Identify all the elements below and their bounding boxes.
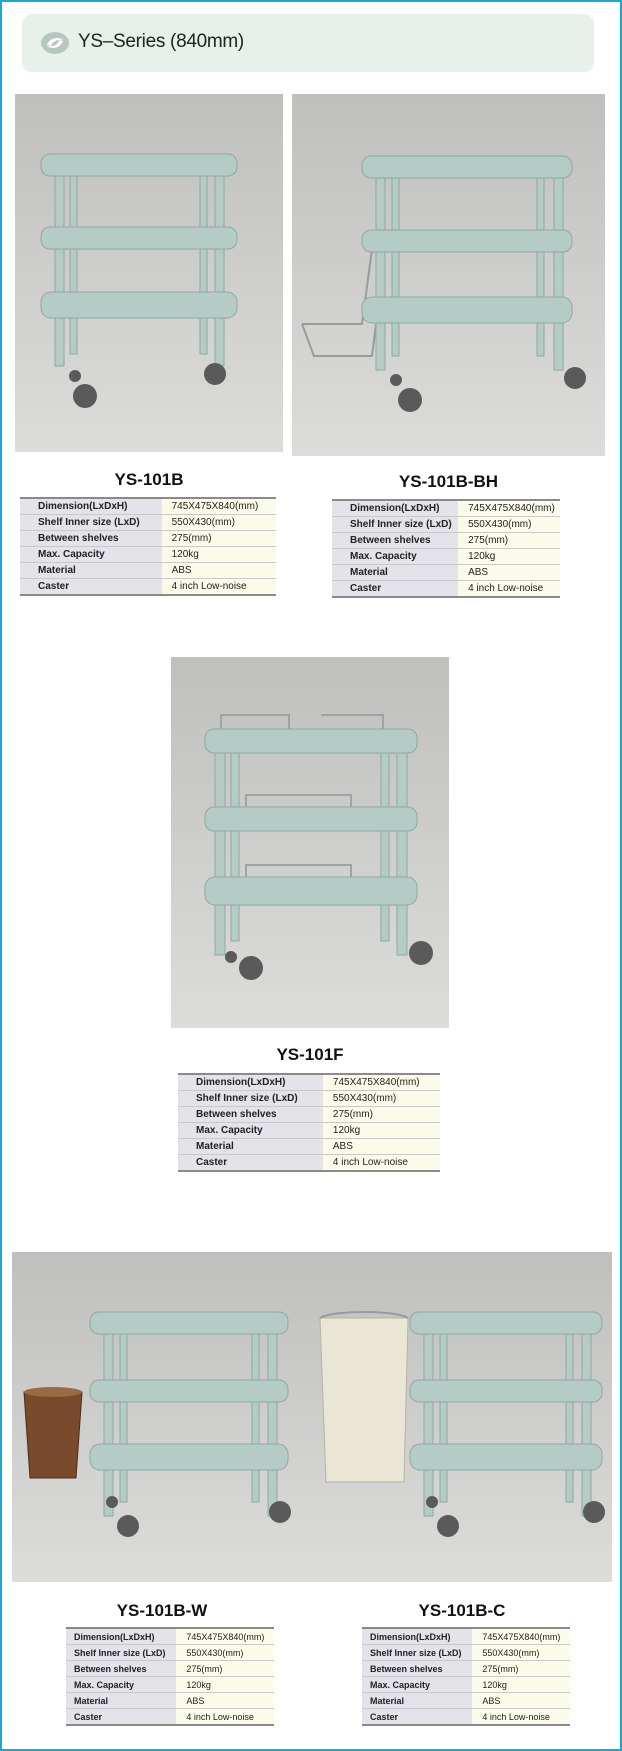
- page-title: YS–Series (840mm): [78, 31, 244, 52]
- spec-value: 550X430(mm): [176, 1645, 274, 1661]
- cart-illustration: [15, 94, 283, 452]
- spec-label: Caster: [178, 1155, 323, 1172]
- spec-label: Caster: [332, 581, 458, 598]
- spec-label: Shelf Inner size (LxD): [66, 1645, 176, 1661]
- spec-value: ABS: [472, 1693, 570, 1709]
- spec-value: 120kg: [323, 1123, 440, 1139]
- spec-label: Material: [332, 565, 458, 581]
- spec-value: 4 inch Low-noise: [323, 1155, 440, 1172]
- spec-label: Max. Capacity: [178, 1123, 323, 1139]
- swirl-logo-icon: [40, 30, 70, 56]
- table-row: [20, 531, 276, 547]
- spec-value: ABS: [162, 563, 276, 579]
- table-row: [178, 1155, 440, 1172]
- table-row: [362, 1693, 570, 1709]
- table-row: [178, 1107, 440, 1123]
- spec-value: 745X475X840(mm): [162, 498, 276, 515]
- spec-label: Shelf Inner size (LxD): [178, 1091, 323, 1107]
- table-row: [332, 581, 560, 598]
- product-model-title: YS-101B-C: [418, 1601, 506, 1620]
- table-row: [332, 500, 560, 517]
- cart-illustration: [171, 657, 449, 1028]
- cart-illustration: [292, 94, 605, 456]
- spec-value: 745X475X840(mm): [176, 1628, 274, 1645]
- spec-label: Dimension(LxDxH): [20, 498, 162, 515]
- spec-value: ABS: [458, 565, 560, 581]
- product-photo-ys-101b-bh: [292, 94, 605, 456]
- spec-label: Dimension(LxDxH): [66, 1628, 176, 1645]
- spec-label: Dimension(LxDxH): [362, 1628, 472, 1645]
- spec-value: 275(mm): [458, 533, 560, 549]
- product-photo-ys-101f: [171, 657, 449, 1028]
- spec-label: Material: [66, 1693, 176, 1709]
- product-model-title: YS-101F: [276, 1045, 344, 1064]
- spec-label: Between shelves: [66, 1661, 176, 1677]
- table-row: [332, 517, 560, 533]
- spec-value: 745X475X840(mm): [323, 1074, 440, 1091]
- table-row: [332, 549, 560, 565]
- spec-value: 550X430(mm): [162, 515, 276, 531]
- spec-value: 275(mm): [162, 531, 276, 547]
- spec-value: 550X430(mm): [323, 1091, 440, 1107]
- spec-value: 275(mm): [472, 1661, 570, 1677]
- table-row: [178, 1074, 440, 1091]
- table-row: [66, 1709, 274, 1726]
- table-row: [20, 547, 276, 563]
- spec-label: Shelf Inner size (LxD): [362, 1645, 472, 1661]
- product-model-title: YS-101B-W: [116, 1601, 208, 1620]
- product-photo-ys-101b: [15, 94, 283, 452]
- spec-label: Caster: [20, 579, 162, 596]
- table-row: [20, 579, 276, 596]
- spec-value: 745X475X840(mm): [472, 1628, 570, 1645]
- table-row: [66, 1677, 274, 1693]
- table-row: [66, 1628, 274, 1645]
- spec-label: Between shelves: [178, 1107, 323, 1123]
- spec-label: Between shelves: [20, 531, 162, 547]
- spec-value: 275(mm): [176, 1661, 274, 1677]
- table-row: [332, 533, 560, 549]
- table-row: [362, 1677, 570, 1693]
- spec-value: 120kg: [472, 1677, 570, 1693]
- table-row: [362, 1709, 570, 1726]
- product-photo-ys-101b-c: [312, 1252, 612, 1582]
- table-row: [178, 1123, 440, 1139]
- spec-value: ABS: [323, 1139, 440, 1155]
- spec-value: 4 inch Low-noise: [176, 1709, 274, 1726]
- spec-value: 745X475X840(mm): [458, 500, 560, 517]
- table-row: [20, 515, 276, 531]
- table-row: [20, 498, 276, 515]
- spec-value: 4 inch Low-noise: [472, 1709, 570, 1726]
- table-row: [20, 563, 276, 579]
- series-header: [22, 14, 594, 72]
- table-row: [362, 1645, 570, 1661]
- cart-illustration: [12, 1252, 312, 1582]
- spec-label: Max. Capacity: [20, 547, 162, 563]
- spec-label: Shelf Inner size (LxD): [20, 515, 162, 531]
- spec-label: Material: [20, 563, 162, 579]
- spec-label: Dimension(LxDxH): [178, 1074, 323, 1091]
- table-row: [66, 1645, 274, 1661]
- table-row: [66, 1693, 274, 1709]
- spec-value: 120kg: [162, 547, 276, 563]
- spec-value: ABS: [176, 1693, 274, 1709]
- spec-label: Between shelves: [332, 533, 458, 549]
- spec-table: [362, 1627, 570, 1726]
- table-row: [332, 565, 560, 581]
- spec-label: Material: [362, 1693, 472, 1709]
- spec-label: Max. Capacity: [66, 1677, 176, 1693]
- spec-label: Max. Capacity: [362, 1677, 472, 1693]
- table-row: [362, 1628, 570, 1645]
- spec-value: 275(mm): [323, 1107, 440, 1123]
- spec-label: Max. Capacity: [332, 549, 458, 565]
- table-row: [178, 1139, 440, 1155]
- spec-label: Dimension(LxDxH): [332, 500, 458, 517]
- spec-label: Caster: [362, 1709, 472, 1726]
- spec-value: 120kg: [458, 549, 560, 565]
- table-row: [362, 1661, 570, 1677]
- spec-value: 120kg: [176, 1677, 274, 1693]
- spec-label: Between shelves: [362, 1661, 472, 1677]
- spec-value: 550X430(mm): [472, 1645, 570, 1661]
- cart-illustration: [312, 1252, 612, 1582]
- spec-table: [178, 1073, 440, 1172]
- spec-table: [66, 1627, 274, 1726]
- spec-value: 4 inch Low-noise: [162, 579, 276, 596]
- table-row: [66, 1661, 274, 1677]
- product-model-title: YS-101B-BH: [398, 472, 499, 491]
- product-model-title: YS-101B: [114, 470, 184, 489]
- spec-label: Caster: [66, 1709, 176, 1726]
- spec-table: [332, 499, 560, 598]
- product-photo-ys-101b-w: [12, 1252, 312, 1582]
- spec-label: Material: [178, 1139, 323, 1155]
- spec-value: 550X430(mm): [458, 517, 560, 533]
- spec-label: Shelf Inner size (LxD): [332, 517, 458, 533]
- spec-value: 4 inch Low-noise: [458, 581, 560, 598]
- table-row: [178, 1091, 440, 1107]
- spec-table: [20, 497, 276, 596]
